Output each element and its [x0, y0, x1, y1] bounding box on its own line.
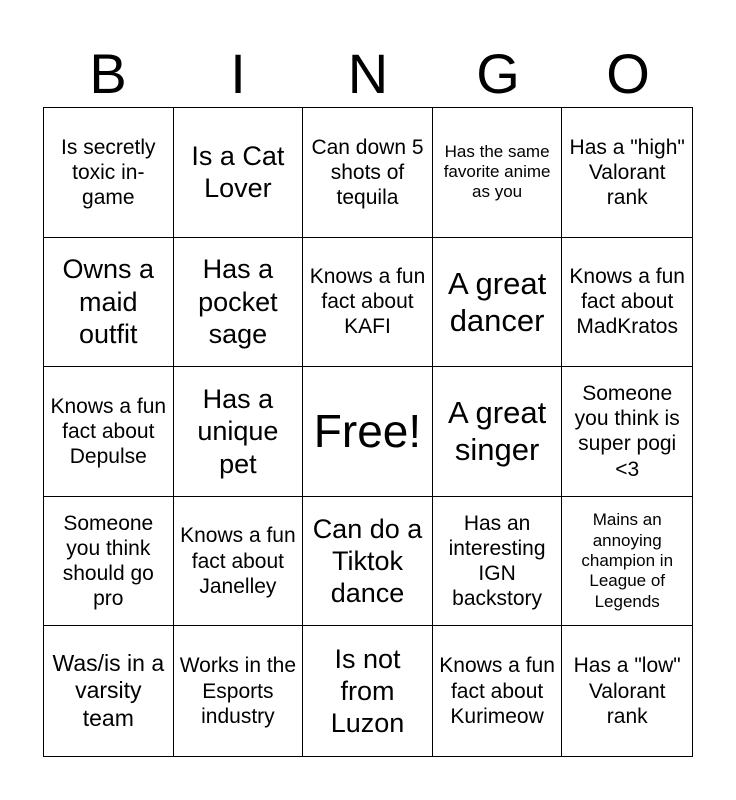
header-letter-b: B — [89, 42, 127, 105]
cell-text: Is not from Luzon — [330, 643, 405, 739]
cell-text: Is secretly toxic in-game — [61, 135, 156, 209]
cell-text: Knows a fun fact about MadKratos — [569, 265, 685, 339]
bingo-cell[interactable] — [433, 367, 563, 497]
cell-text: Has an interesting IGN backstory — [448, 511, 546, 611]
cell-text: Someone you think is super pogi <3 — [574, 382, 680, 481]
cell-text: Has a "low" Valorant rank — [573, 654, 681, 728]
bingo-cell[interactable] — [562, 626, 692, 756]
bingo-cell[interactable] — [562, 108, 692, 238]
header-letter-n: N — [347, 42, 389, 105]
bingo-cell[interactable] — [303, 238, 433, 368]
bingo-header — [43, 40, 693, 108]
header-letter-o: O — [606, 42, 650, 105]
bingo-cell[interactable] — [174, 626, 304, 756]
cell-text: Has the same favorite anime as you — [443, 141, 551, 202]
bingo-cell[interactable] — [562, 238, 692, 368]
cell-text: Has a pocket sage — [198, 254, 278, 350]
cell-text: Knows a fun fact about Depulse — [50, 394, 167, 469]
bingo-cell[interactable] — [44, 238, 174, 368]
bingo-cell[interactable] — [44, 497, 174, 627]
bingo-cell[interactable] — [433, 626, 563, 756]
cell-text: Knows a fun fact about Janelley — [180, 524, 296, 598]
bingo-cell[interactable] — [174, 367, 304, 497]
bingo-board — [43, 107, 693, 757]
cell-text: Works in the Esports industry — [179, 654, 297, 728]
cell-text: Was/is in a varsity team — [52, 649, 165, 731]
cell-text: Can do a Tiktok dance — [312, 513, 423, 609]
bingo-cell[interactable] — [303, 108, 433, 238]
free-space-text: Free! — [313, 404, 422, 457]
cell-text: A great singer — [447, 395, 547, 468]
bingo-cell[interactable] — [303, 626, 433, 756]
bingo-cell[interactable] — [303, 497, 433, 627]
header-letter-i: I — [230, 42, 246, 105]
bingo-cell[interactable] — [433, 497, 563, 627]
bingo-cell[interactable] — [174, 497, 304, 627]
bingo-cell[interactable] — [44, 108, 174, 238]
bingo-cell[interactable] — [174, 108, 304, 238]
bingo-cell[interactable] — [562, 497, 692, 627]
cell-text: Is a Cat Lover — [191, 140, 285, 204]
bingo-cell[interactable] — [433, 108, 563, 238]
cell-text: Owns a maid outfit — [62, 254, 155, 350]
bingo-cell[interactable] — [562, 367, 692, 497]
cell-text: A great dancer — [447, 265, 547, 338]
bingo-cell[interactable] — [44, 626, 174, 756]
cell-text: Has a "high" Valorant rank — [569, 135, 685, 209]
bingo-cell[interactable] — [433, 238, 563, 368]
bingo-cell[interactable] — [44, 367, 174, 497]
bingo-cell[interactable] — [174, 238, 304, 368]
cell-text: Knows a fun fact about KAFI — [309, 265, 426, 339]
header-letter-g: G — [476, 42, 520, 105]
cell-text: Knows a fun fact about Kurimeow — [439, 654, 555, 728]
cell-text: Can down 5 shots of tequila — [311, 135, 424, 209]
cell-text: Has a unique pet — [197, 383, 279, 479]
cell-text: Mains an annoying champion in League of Legends — [581, 510, 674, 611]
cell-text: Someone you think should go pro — [62, 511, 154, 611]
bingo-cell-free[interactable] — [303, 367, 433, 497]
